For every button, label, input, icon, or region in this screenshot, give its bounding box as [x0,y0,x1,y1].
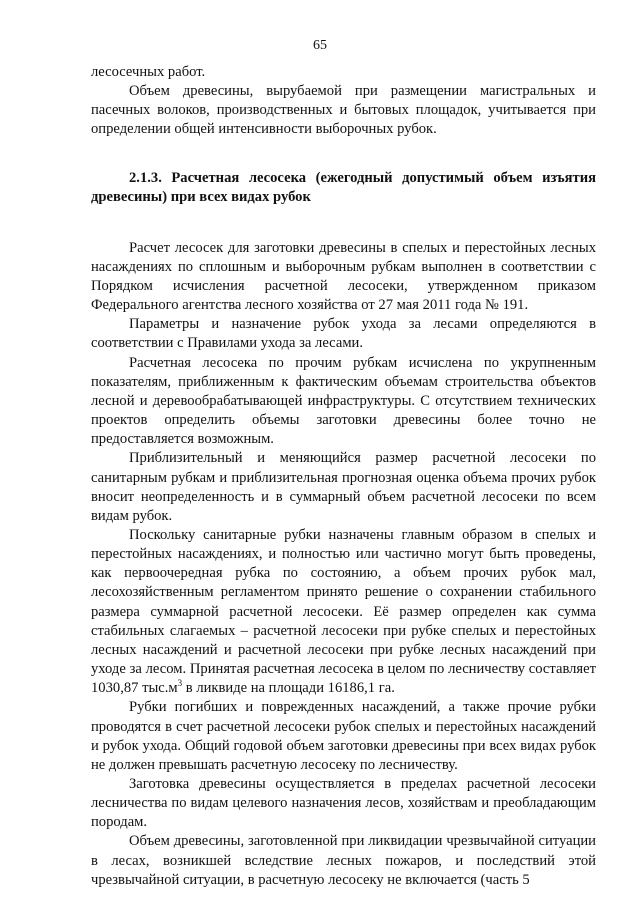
accepted-volume-area: в ликвиде на площади 16186,1 га. [182,680,395,697]
paragraph-care-felling: Параметры и назначение рубок ухода за лесами определяются в соответствии с Правилами ухода за лесами. [91,316,596,352]
paragraph-skidding-trails: Объем древесины, вырубаемой при размещении магистральных и пасечных волоков, производственных и бытовых площадок, учитывается при определении общей интенсивности выборочных рубок. [91,83,596,138]
cubic-superscript: 3 [177,678,183,689]
paragraph-accepted-volume [91,526,596,698]
paragraph-calculation-basis: Расчет лесосек для заготовки древесины в спелых и перестойных лесных насаждениях по сплошным и выборочным рубкам выполнен в соответствии с Порядком исчисления расчетной лесосеки, утвержденном приказом Федерального агентства лесного хозяйства от 27 мая 2011 года № 191. [91,239,596,314]
paragraph-harvest-limits: Заготовка древесины осуществляется в пределах расчетной лесосеки лесничества по видам целевого назначения лесов, хозяйствам и преобладающим породам. [91,776,596,831]
section-heading: 2.1.3. Расчетная лесосека (ежегодный допустимый объем изъятия древесины) при всех видах рубок [91,169,596,206]
paragraph-continued: лесосечных работ. [91,64,206,80]
paragraph-sanitary-uncertainty: Приблизительный и меняющийся размер расчетной лесосеки по санитарным рубкам и приблизительная прогнозная оценка объема прочих рубок вносит неопределенность и в суммарный объем расчетной лесосеки по всем видам рубок. [91,450,596,524]
accepted-volume-text: Поскольку санитарные рубки назначены главным образом в спелых и перестойных насаждениях, и полностью или частично могут быть проведены, как первоочередная рубка по состоянию, а объем прочих рубок мал, лесохозяйственным регламентом принято решение о сохранении стабильного размера суммарной расчетной лесосеки. Её размер определен как сумма стабильных слагаемых – расчетной лесосеки при рубке спелых и перестойных лесных насаждений и расчетной лесосеки при рубке лесных насаждений при уходе за лесом. Принятая расчетная лесосека в целом по лесничеству составляет 1030,87 тыс.м [91,526,596,697]
page-number: 65 [313,38,327,53]
paragraph-other-felling: Расчетная лесосека по прочим рубкам исчислена по укрупненным показателям, приближенным к фактическим объемам строительства объектов лесной и деревообрабатывающей инфраструктуры. С отсутствием технических проектов определить объемы заготовки древесины более точно не предоставляется возможным. [91,354,596,448]
page-content [91,63,596,890]
paragraph-emergency-volume: Объем древесины, заготовленной при ликвидации чрезвычайной ситуации в лесах, возникшей вследствие лесных пожаров, и последствий этой чрезвычайной ситуации, в расчетную лесосеку не включается (часть 5 [91,833,596,888]
paragraph-damaged-stands: Рубки погибших и поврежденных насаждений, а также прочие рубки проводятся в счет расчетной лесосеки рубок спелых и перестойных насаждений и рубок ухода. Общий годовой объем заготовки древесины при всех видах рубок не должен превышать расчетную лесосеку по лесничеству. [91,699,596,773]
